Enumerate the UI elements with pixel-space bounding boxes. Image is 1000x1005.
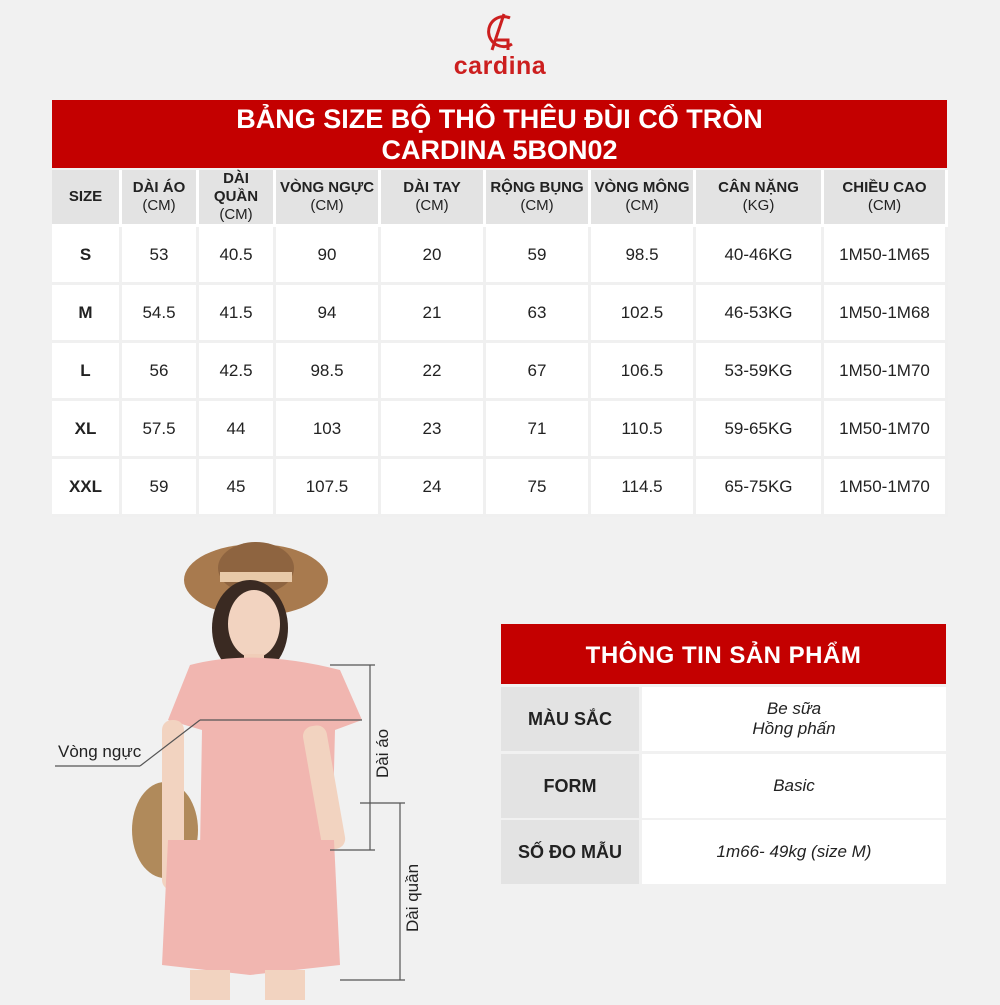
column-header: [276, 170, 381, 227]
table-row: [52, 343, 948, 401]
info-row-model-measure: [501, 820, 946, 884]
table-cell: 1M50-1M70: [824, 459, 948, 517]
column-header: [52, 170, 122, 227]
column-header-label: DÀI TAY: [403, 179, 461, 196]
table-cell: 57.5: [122, 401, 199, 459]
size-cell: L: [52, 343, 122, 401]
column-header-unit: (KG): [742, 197, 775, 214]
table-cell: 1M50-1M65: [824, 227, 948, 285]
table-header-row: [52, 170, 948, 227]
table-cell: 71: [486, 401, 591, 459]
table-cell: 102.5: [591, 285, 696, 343]
table-cell: 56: [122, 343, 199, 401]
column-header-unit: (CM): [142, 197, 176, 214]
column-header-label: VÒNG NGỰC: [279, 179, 375, 196]
brand-name: cardina: [453, 52, 547, 80]
column-header-unit: (CM): [520, 197, 554, 214]
table-cell: 22: [381, 343, 486, 401]
table-cell: 114.5: [591, 459, 696, 517]
table-cell: 1M50-1M68: [824, 285, 948, 343]
info-value: [642, 820, 946, 884]
column-header-unit: (CM): [625, 197, 659, 214]
title-line-2: CARDINA 5BON02: [381, 135, 618, 165]
column-header: [696, 170, 824, 227]
model-measure-value: 1m66- 49kg (size M): [716, 842, 872, 861]
table-cell: 1M50-1M70: [824, 343, 948, 401]
table-cell: 65-75KG: [696, 459, 824, 517]
column-header-label: DÀI QUẦN: [213, 170, 259, 205]
size-cell: M: [52, 285, 122, 343]
column-header-unit: (CM): [867, 197, 902, 214]
table-cell: 20: [381, 227, 486, 285]
size-table: [52, 170, 948, 517]
table-cell: 75: [486, 459, 591, 517]
table-cell: 94: [276, 285, 381, 343]
table-cell: 107.5: [276, 459, 381, 517]
table-cell: 21: [381, 285, 486, 343]
chest-label: Vòng ngực: [58, 742, 142, 761]
column-header: [824, 170, 948, 227]
table-cell: 41.5: [199, 285, 276, 343]
info-row-color: [501, 687, 946, 751]
column-header: [486, 170, 591, 227]
table-cell: 45: [199, 459, 276, 517]
table-row: [52, 285, 948, 343]
column-header-unit: (CM): [415, 197, 449, 214]
info-value: [642, 754, 946, 818]
model-face: [228, 590, 280, 658]
pants-length-label: Dài quần: [403, 863, 422, 932]
column-header-label: VÒNG MÔNG: [594, 179, 690, 196]
table-row: [52, 459, 948, 517]
size-cell: XL: [52, 401, 122, 459]
cardina-logo-icon: [480, 10, 520, 54]
table-cell: 98.5: [276, 343, 381, 401]
table-cell: 59: [486, 227, 591, 285]
info-label: SỐ ĐO MẪU: [501, 820, 639, 884]
column-header: [381, 170, 486, 227]
table-row: [52, 401, 948, 459]
brand-logo: [430, 10, 570, 81]
table-row: [52, 227, 948, 285]
table-cell: 23: [381, 401, 486, 459]
column-header: [199, 170, 276, 227]
table-cell: 106.5: [591, 343, 696, 401]
table-cell: 63: [486, 285, 591, 343]
info-value: [642, 687, 946, 751]
table-cell: 54.5: [122, 285, 199, 343]
size-cell: S: [52, 227, 122, 285]
title-line-1: BẢNG SIZE BỘ THÔ THÊU ĐÙI CỔ TRÒN: [236, 104, 763, 134]
table-cell: 1M50-1M70: [824, 401, 948, 459]
info-label: FORM: [501, 754, 639, 818]
table-cell: 59-65KG: [696, 401, 824, 459]
column-header-label: CHIỀU CAO: [842, 179, 927, 196]
form-value: Basic: [773, 776, 815, 795]
column-header-label: DÀI ÁO: [132, 179, 186, 196]
column-header-label: SIZE: [68, 188, 103, 205]
table-cell: 40.5: [199, 227, 276, 285]
table-cell: 42.5: [199, 343, 276, 401]
size-cell: XXL: [52, 459, 122, 517]
column-header-label: CÂN NẶNG: [718, 179, 799, 196]
column-header: [591, 170, 696, 227]
model-photo: [50, 520, 490, 1000]
column-header-unit: (CM): [219, 206, 253, 223]
color-option: Be sữa: [766, 699, 822, 718]
column-header-unit: (CM): [310, 197, 344, 214]
table-cell: 40-46KG: [696, 227, 824, 285]
table-cell: 24: [381, 459, 486, 517]
table-cell: 59: [122, 459, 199, 517]
size-chart-title: [52, 100, 947, 168]
table-cell: 98.5: [591, 227, 696, 285]
info-label: MÀU SẮC: [501, 687, 639, 751]
table-cell: 103: [276, 401, 381, 459]
column-header-label: RỘNG BỤNG: [490, 179, 584, 196]
table-cell: 46-53KG: [696, 285, 824, 343]
color-option: Hồng phấn: [752, 719, 836, 738]
table-cell: 53-59KG: [696, 343, 824, 401]
info-row-form: [501, 754, 946, 818]
top-length-label: Dài áo: [373, 728, 392, 778]
product-info-header: THÔNG TIN SẢN PHẨM: [501, 624, 946, 684]
table-cell: 44: [199, 401, 276, 459]
table-cell: 67: [486, 343, 591, 401]
table-cell: 53: [122, 227, 199, 285]
pink-shorts: [162, 840, 340, 975]
table-cell: 90: [276, 227, 381, 285]
column-header: [122, 170, 199, 227]
table-cell: 110.5: [591, 401, 696, 459]
